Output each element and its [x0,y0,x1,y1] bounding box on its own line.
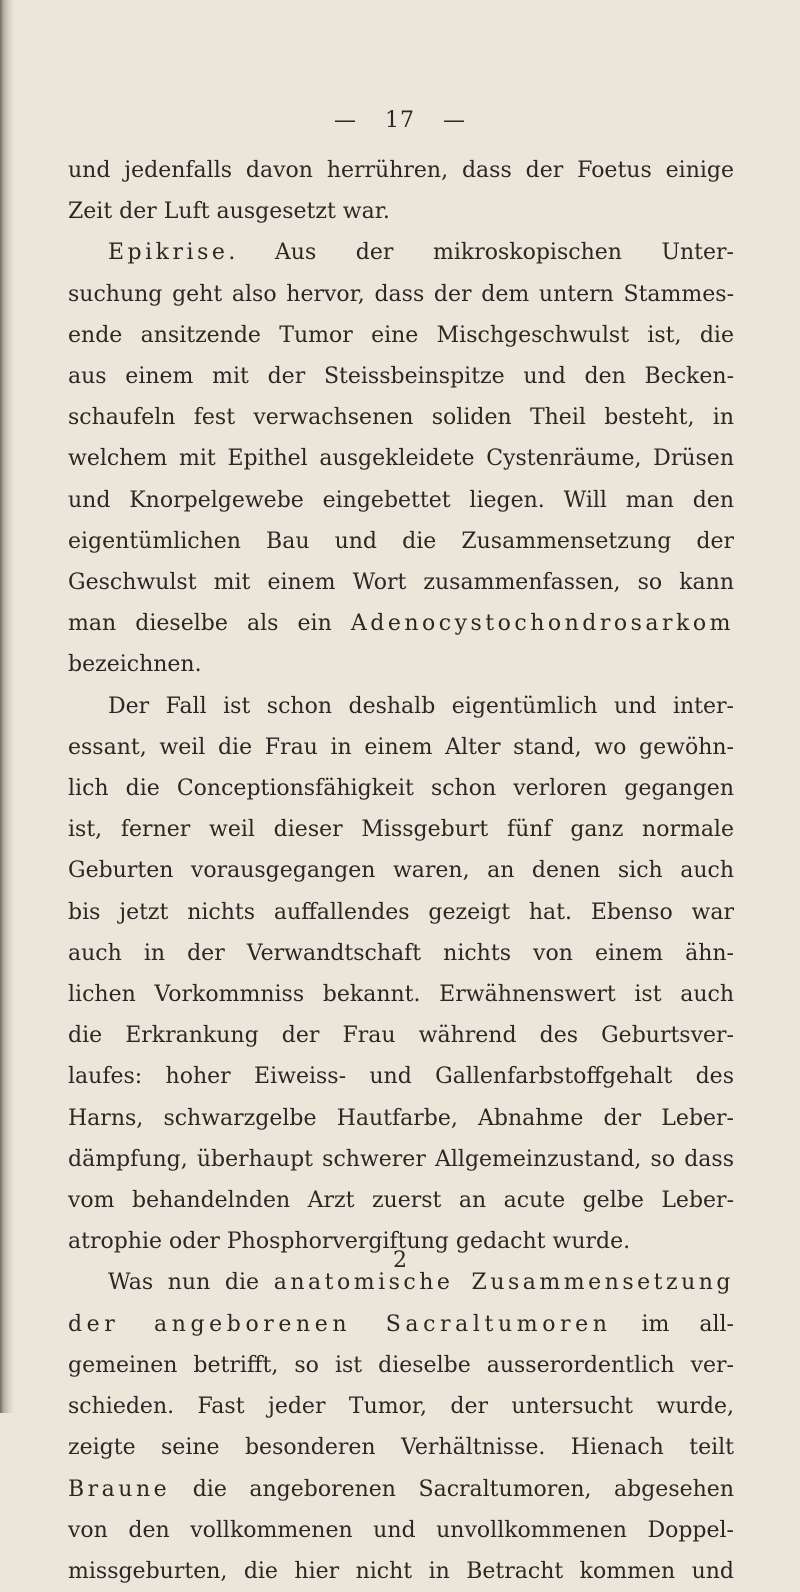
text-line: gemeinen betrifft, so ist dieselbe ausserordentlich ver- [68,1352,734,1378]
body-text [68,150,734,1592]
text-line: und jedenfalls davon herrühren, dass der Foetus einige [68,158,734,183]
text-line: zeigte seine besonderen Verhältnisse. Hienach teilt [68,1435,734,1461]
spaced-term: anatomische Zusammensetzung [273,1270,734,1296]
text-line: lich die Conceptionsfähigkeit schon verloren gegangen [68,776,734,802]
text-line: bis jetzt nichts auffallendes gezeigt hat. Ebenso war [68,899,734,925]
text-line: Zeit der Luft ausgesetzt war. [68,199,390,225]
text-line: und Knorpelgewebe eingebettet liegen. Will man den [68,487,734,513]
page-number: 17 [385,108,415,133]
spaced-term: Epikrise [108,240,229,266]
text-line: schaufeln fest verwachsenen soliden Theil besteht, in [68,405,734,431]
text-line: welchem mit Epithel ausgekleidete Cystenräume, Drüsen [68,446,734,472]
text-line: Braune die angeborenen Sacraltumoren, abgesehen [68,1476,734,1502]
text-line: Harns, schwarzgelbe Hautfarbe, Abnahme der Leber- [68,1105,734,1131]
text-line: schieden. Fast jeder Tumor, der untersucht wurde, [68,1394,734,1420]
text-line: eigentümlichen Bau und die Zusammensetzung der [68,528,734,554]
text-line: der angeborenen Sacraltumoren im all- [68,1311,734,1337]
spaced-term: Braune [68,1476,171,1502]
spaced-term: der angeborenen Sacraltumoren [68,1311,612,1337]
header-dash-left: — [334,108,357,133]
text-line: man dieselbe als ein Adenocystochondrosarkom [68,611,734,637]
text-line: dämpfung, überhaupt schwerer Allgemeinzustand, so dass [68,1146,734,1172]
text-line: die Erkrankung der Frau während des Geburtsver- [68,1023,734,1049]
text-line: bezeichnen. [68,652,202,678]
text-line: Der Fall ist schon deshalb eigentümlich und inter- [108,693,734,719]
text-line: von den vollkommenen und unvollkommenen Doppel- [68,1517,734,1543]
text-line: auch in der Verwandtschaft nichts von einem ähn- [68,940,734,966]
text-line: ende ansitzende Tumor eine Mischgeschwulst ist, die [68,322,734,348]
page-binding-edge [0,0,14,1413]
text-line: suchung geht also hervor, dass der dem untern Stammes- [68,281,734,307]
text-line: aus einem mit der Steissbeinspitze und den Becken- [68,364,734,390]
text-line: Geburten vorausgegangen waren, an denen sich auch [68,858,734,884]
text-line: essant, weil die Frau in einem Alter stand, wo gewöhn- [68,734,734,760]
text-line: missgeburten, die hier nicht in Betracht kommen und [68,1558,734,1584]
header-dash-right: — [443,108,466,133]
text-line: vom behandelnden Arzt zuerst an acute gelbe Leber- [68,1188,734,1214]
text-line: laufes: hoher Eiweiss- und Gallenfarbstoffgehalt des [68,1064,734,1090]
spaced-term: Adenocystochondrosarkom [350,611,734,637]
text-line: Epikrise. Aus der mikroskopischen Unter- [108,240,734,266]
page-header [0,108,800,133]
text-line: Geschwulst mit einem Wort zusammenfassen, so kann [68,570,734,596]
text-line: lichen Vorkommniss bekannt. Erwähnenswert ist auch [68,982,734,1008]
text-line: Was nun die anatomische Zusammensetzung [108,1270,734,1296]
text-line: atrophie oder Phosphorvergiftung gedacht wurde. [68,1229,631,1255]
signature-mark: 2 [393,1248,407,1273]
text-line: ist, ferner weil dieser Missgeburt fünf ganz normale [68,817,734,843]
